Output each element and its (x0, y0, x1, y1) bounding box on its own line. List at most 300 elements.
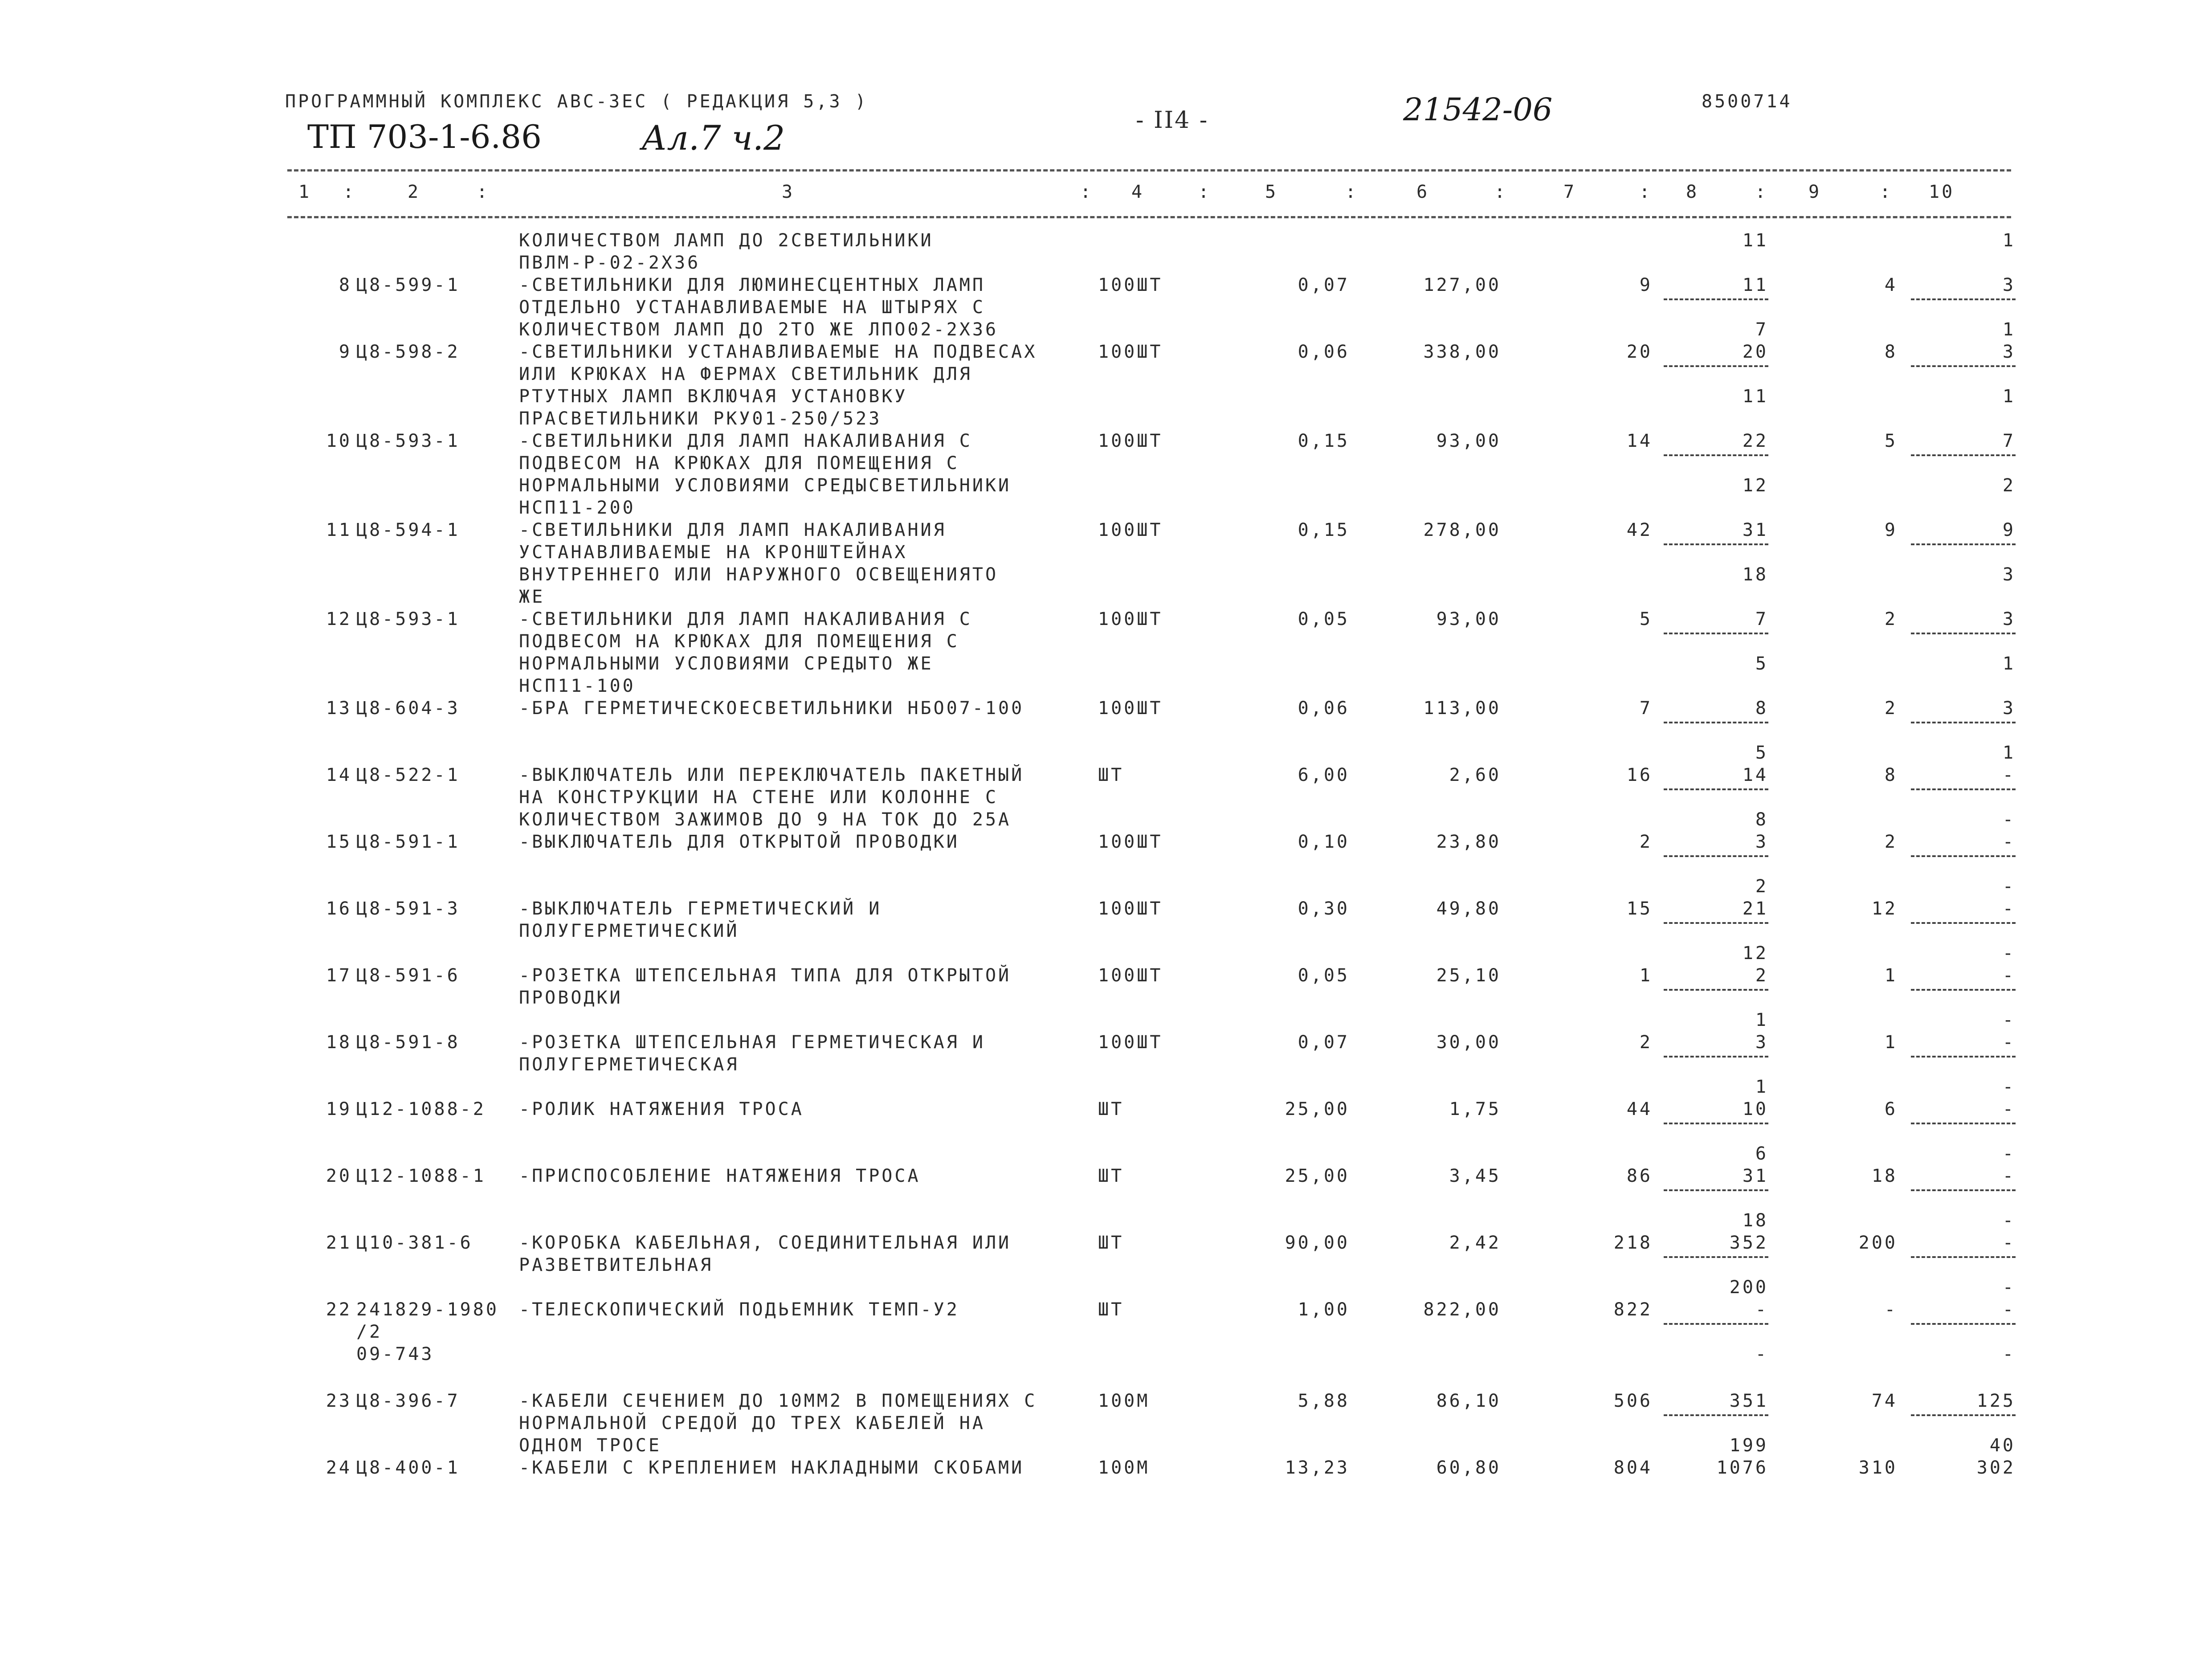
row-description (519, 1165, 921, 1187)
row-quantity: 0,15 (1298, 431, 1350, 451)
row-unit-price: 93,00 (1436, 431, 1501, 451)
row-col8: 8 (1755, 698, 1768, 719)
row-col10-secondary: - (2002, 943, 2016, 964)
description-line: -БРА ГЕРМЕТИЧЕСКОЕСВЕТИЛЬНИКИ НБО07-100 (519, 698, 1024, 719)
row-number: 23 (326, 1391, 352, 1411)
row-col8-secondary: 7 (1755, 319, 1768, 340)
col10-divider (1911, 922, 2016, 924)
row-col9: 6 (1884, 1099, 1898, 1119)
description-line: ОТДЕЛЬНО УСТАНАВЛИВАЕМЫЕ НА ШТЫРЯХ С (519, 297, 985, 318)
row-number: 18 (326, 1032, 352, 1053)
row-unit: 100ШТ (1098, 342, 1163, 362)
row-col10-secondary: - (2002, 809, 2016, 830)
row-col8: 31 (1742, 1166, 1768, 1186)
row-col8-secondary: 11 (1742, 386, 1768, 407)
row-description (519, 608, 972, 697)
col-separator: : (343, 182, 356, 202)
row-col8: 31 (1742, 520, 1768, 540)
row-col9: 5 (1884, 431, 1898, 451)
row-total: 822 (1613, 1299, 1653, 1320)
col8-divider (1664, 454, 1768, 456)
row-col8: 2 (1755, 965, 1768, 986)
row-number: 21 (326, 1233, 352, 1253)
row-description (519, 341, 1037, 430)
col8-divider (1664, 722, 1768, 723)
row-number: 15 (326, 832, 352, 852)
col10-divider (1911, 543, 2016, 545)
row-unit: ШТ (1098, 1099, 1124, 1119)
row-unit: ШТ (1098, 1299, 1124, 1320)
row-code: Ц8-591-3 (356, 898, 460, 919)
document-number: 21542-06 (1403, 91, 1553, 128)
row-code: Ц8-604-3 (356, 698, 460, 719)
row-col10: - (2002, 1299, 2016, 1320)
row-col9: 74 (1871, 1391, 1898, 1411)
row-col9: 4 (1884, 275, 1898, 295)
row-code: Ц8-522-1 (356, 765, 460, 785)
document-code: 8500714 (1702, 91, 1792, 112)
row-col10-secondary: - (2002, 1277, 2016, 1298)
row-col10-secondary: 1 (2002, 386, 2016, 407)
col-separator: : (1755, 182, 1768, 202)
col-separator: : (477, 182, 490, 202)
row-description (519, 1299, 959, 1321)
description-line: -ВЫКЛЮЧАТЕЛЬ ГЕРМЕТИЧЕСКИЙ И (519, 898, 882, 919)
col-number-6: 6 (1416, 182, 1430, 202)
row-quantity: 13,23 (1285, 1458, 1350, 1478)
row-code: Ц8-396-7 (356, 1391, 460, 1411)
col8-divider (1664, 1323, 1768, 1325)
description-line: ПРАСВЕТИЛЬНИКИ РКУ01-250/523 (519, 408, 882, 429)
col10-divider (1911, 722, 2016, 723)
row-description (519, 764, 1024, 831)
row-col10: - (2002, 1099, 2016, 1119)
description-line: -РОЗЕТКА ШТЕПСЕЛЬНАЯ ТИПА ДЛЯ ОТКРЫТОЙ (519, 965, 1012, 986)
col10-divider (1911, 1256, 2016, 1258)
row-code-continuation: 09-743 (356, 1344, 434, 1364)
description-line: КОЛИЧЕСТВОМ ЛАМП ДО 2СВЕТИЛЬНИКИ (519, 230, 934, 251)
col8-divider (1664, 1189, 1768, 1191)
row-unit-price: 127,00 (1423, 275, 1501, 295)
row-col8-secondary: 18 (1742, 1210, 1768, 1231)
row-unit: 100ШТ (1098, 832, 1163, 852)
row-col8: 352 (1729, 1233, 1768, 1253)
row-unit: 100ШТ (1098, 965, 1163, 986)
row-number: 22 (326, 1299, 352, 1320)
row-col10: 7 (2002, 431, 2016, 451)
col8-divider (1664, 1123, 1768, 1124)
row-col8: 20 (1742, 342, 1768, 362)
row-number: 13 (326, 698, 352, 719)
row-quantity: 0,05 (1298, 965, 1350, 986)
description-line: -РОЗЕТКА ШТЕПСЕЛЬНАЯ ГЕРМЕТИЧЕСКАЯ И (519, 1032, 985, 1053)
description-line: ЖЕ (519, 587, 545, 607)
row-description (519, 274, 998, 341)
row-col10: 3 (2002, 342, 2016, 362)
row-unit-price: 338,00 (1423, 342, 1501, 362)
row-col8-secondary: 6 (1755, 1143, 1768, 1164)
row-description (519, 430, 1011, 519)
description-line: ПОДВЕСОМ НА КРЮКАХ ДЛЯ ПОМЕЩЕНИЯ С (519, 453, 959, 474)
row-col10: - (2002, 1032, 2016, 1053)
row-number: 24 (326, 1458, 352, 1478)
row-col8: 351 (1729, 1391, 1768, 1411)
row-total: 16 (1626, 765, 1653, 785)
description-line: НСП11-200 (519, 498, 636, 518)
description-line: ПРОВОДКИ (519, 988, 623, 1008)
row-total (1586, 229, 1653, 252)
row-col10-secondary: 1 (2002, 653, 2016, 674)
col-number-9: 9 (1808, 182, 1822, 202)
col10-divider (1911, 365, 2016, 367)
col-number-1: 1 (298, 182, 312, 202)
row-total: 2 (1639, 832, 1653, 852)
description-line: ИЛИ КРЮКАХ НА ФЕРМАХ СВЕТИЛЬНИК ДЛЯ (519, 364, 972, 384)
description-line: -КАБЕЛИ СЕЧЕНИЕМ ДО 10ММ2 В ПОМЕЩЕНИЯХ С (519, 1391, 1037, 1411)
row-col10: 3 (2002, 275, 2016, 295)
row-col9: 1 (1884, 965, 1898, 986)
description-line: НОРМАЛЬНЫМИ УСЛОВИЯМИ СРЕДЫТО ЖЕ (519, 653, 934, 674)
row-quantity: 0,06 (1298, 698, 1350, 719)
row-total: 14 (1626, 431, 1653, 451)
row-col8-secondary: 8 (1755, 809, 1768, 830)
row-total: 506 (1613, 1391, 1653, 1411)
row-quantity: 25,00 (1285, 1166, 1350, 1186)
row-unit: 100М (1098, 1458, 1150, 1478)
row-number: 10 (326, 431, 352, 451)
row-col9: 18 (1871, 1166, 1898, 1186)
row-col10-secondary: 3 (2002, 564, 2016, 585)
description-line: ПОЛУГЕРМЕТИЧЕСКАЯ (519, 1054, 739, 1075)
row-description (519, 519, 998, 608)
row-number: 14 (326, 765, 352, 785)
row-unit-price: 3,45 (1449, 1166, 1501, 1186)
row-col8-secondary: 18 (1742, 564, 1768, 585)
row-number: 12 (326, 609, 352, 629)
row-col9: 2 (1884, 832, 1898, 852)
row-unit: 100ШТ (1098, 275, 1163, 295)
row-col8: - (1755, 1299, 1768, 1320)
description-line: ПОДВЕСОМ НА КРЮКАХ ДЛЯ ПОМЕЩЕНИЯ С (519, 631, 959, 652)
row-total: 44 (1626, 1099, 1653, 1119)
row-col8-secondary: 1 (1755, 1077, 1768, 1097)
row-description (519, 229, 934, 274)
row-total: 218 (1613, 1233, 1653, 1253)
row-col8-secondary: 5 (1755, 653, 1768, 674)
row-col10-secondary: - (2002, 1143, 2016, 1164)
description-line: -ТЕЛЕСКОПИЧЕСКИЙ ПОДЬЕМНИК ТЕМП-У2 (519, 1299, 959, 1320)
row-col8: 21 (1742, 898, 1768, 919)
col8-divider (1664, 365, 1768, 367)
col10-divider (1911, 454, 2016, 456)
row-unit: 100ШТ (1098, 898, 1163, 919)
row-col9: 9 (1884, 520, 1898, 540)
description-line: -ПРИСПОСОБЛЕНИЕ НАТЯЖЕНИЯ ТРОСА (519, 1166, 921, 1186)
row-quantity (1238, 229, 1350, 252)
row-col8: 7 (1755, 609, 1768, 629)
row-description (519, 1232, 1011, 1276)
col8-divider (1664, 1056, 1768, 1058)
description-line: ОДНОМ ТРОСЕ (519, 1435, 661, 1456)
row-col8-secondary: 5 (1755, 743, 1768, 763)
col10-divider (1911, 788, 2016, 790)
row-unit-price: 113,00 (1423, 698, 1501, 719)
row-code: Ц8-593-1 (356, 609, 460, 629)
row-total: 1 (1639, 965, 1653, 986)
description-line: -СВЕТИЛЬНИКИ УСТАНАВЛИВАЕМЫЕ НА ПОДВЕСАХ (519, 342, 1037, 362)
row-total: 5 (1639, 609, 1653, 629)
row-unit-price: 2,42 (1449, 1233, 1501, 1253)
col10-divider (1911, 1189, 2016, 1191)
row-col9: - (1884, 1299, 1898, 1320)
row-unit-price: 30,00 (1436, 1032, 1501, 1053)
row-col8: 22 (1742, 431, 1768, 451)
col8-divider (1664, 1256, 1768, 1258)
description-line: -СВЕТИЛЬНИКИ ДЛЯ ЛАМП НАКАЛИВАНИЯ С (519, 609, 972, 629)
row-quantity: 0,07 (1298, 275, 1350, 295)
description-line: КОЛИЧЕСТВОМ ЗАЖИМОВ ДО 9 НА ТОК ДО 25А (519, 809, 1012, 830)
col10-divider (1911, 1414, 2016, 1416)
description-line: КОЛИЧЕСТВОМ ЛАМП ДО 2ТО ЖЕ ЛПО02-2Х36 (519, 319, 999, 340)
col-number-3: 3 (782, 182, 795, 202)
row-total: 86 (1626, 1166, 1653, 1186)
description-line: УСТАНАВЛИВАЕМЫЕ НА КРОНШТЕЙНАХ (519, 542, 908, 563)
description-line: ПВЛМ-Р-02-2Х36 (519, 253, 701, 273)
row-code-continuation: /2 (356, 1322, 383, 1342)
row-code: Ц8-591-1 (356, 832, 460, 852)
row-unit: 100ШТ (1098, 520, 1163, 540)
row-unit-price: 49,80 (1436, 898, 1501, 919)
row-description (519, 1390, 1037, 1457)
description-line: -РОЛИК НАТЯЖЕНИЯ ТРОСА (519, 1099, 804, 1119)
row-unit: 100ШТ (1098, 609, 1163, 629)
row-col8-secondary: 12 (1742, 475, 1768, 496)
row-code: Ц8-598-2 (356, 342, 460, 362)
row-col9 (1817, 229, 1898, 252)
row-unit: 100ШТ (1098, 698, 1163, 719)
row-col10-secondary: - (2002, 876, 2016, 897)
col-separator: : (1080, 182, 1094, 202)
col-number-7: 7 (1563, 182, 1577, 202)
row-col8-secondary: 1 (1755, 1010, 1768, 1030)
row-col8: 3 (1755, 832, 1768, 852)
row-unit: 100ШТ (1098, 1032, 1163, 1053)
row-col9: 2 (1884, 698, 1898, 719)
row-unit: 100ШТ (1098, 431, 1163, 451)
project-number: ТП 703-1-6.86 (307, 118, 542, 155)
col10-divider (1911, 1056, 2016, 1058)
row-description (519, 1098, 804, 1120)
col8-divider (1664, 633, 1768, 634)
row-code: Ц8-591-6 (356, 965, 460, 986)
row-total: 9 (1639, 275, 1653, 295)
row-col10: 302 (1976, 1458, 2016, 1478)
description-line: НОРМАЛЬНОЙ СРЕДОЙ ДО ТРЕХ КАБЕЛЕЙ НА (519, 1413, 985, 1433)
row-col10: - (2002, 1166, 2016, 1186)
row-description (519, 964, 1011, 1009)
row-col10: - (2002, 832, 2016, 852)
row-quantity: 0,05 (1298, 609, 1350, 629)
col8-divider (1664, 989, 1768, 991)
col-separator: : (1345, 182, 1359, 202)
row-unit-price: 2,60 (1449, 765, 1501, 785)
row-number: 16 (326, 898, 352, 919)
row-quantity: 0,10 (1298, 832, 1350, 852)
row-col9: 1 (1884, 1032, 1898, 1053)
col-number-2: 2 (408, 182, 421, 202)
col-number-10: 10 (1929, 182, 1955, 202)
row-unit-price: 278,00 (1423, 520, 1501, 540)
row-col10-secondary: 1 (2002, 319, 2016, 340)
row-col10-secondary: - (2002, 1210, 2016, 1231)
row-quantity: 0,15 (1298, 520, 1350, 540)
row-number (312, 229, 352, 252)
col-separator: : (1198, 182, 1212, 202)
row-col10-secondary: 2 (2002, 475, 2016, 496)
row-unit: 100М (1098, 1391, 1150, 1411)
description-line: НОРМАЛЬНЫМИ УСЛОВИЯМИ СРЕДЫСВЕТИЛЬНИКИ (519, 475, 1012, 496)
row-unit-price: 822,00 (1423, 1299, 1501, 1320)
row-col9: 8 (1884, 765, 1898, 785)
row-unit: ШТ (1098, 765, 1124, 785)
description-line: -СВЕТИЛЬНИКИ ДЛЯ ЛЮМИНЕСЦЕНТНЫХ ЛАМП (519, 275, 985, 295)
description-line: НА КОНСТРУКЦИИ НА СТЕНЕ ИЛИ КОЛОННЕ С (519, 787, 999, 808)
row-number: 19 (326, 1099, 352, 1119)
row-unit-price: 86,10 (1436, 1391, 1501, 1411)
row-col8: 14 (1742, 765, 1768, 785)
row-unit-price: 1,75 (1449, 1099, 1501, 1119)
description-line: НСП11-100 (519, 676, 636, 696)
row-col10: 125 (1976, 1391, 2016, 1411)
row-description (519, 1031, 985, 1076)
row-col10-secondary: 1 (2002, 743, 2016, 763)
col8-divider (1664, 788, 1768, 790)
description-line: РТУТНЫХ ЛАМП ВКЛЮЧАЯ УСТАНОВКУ (519, 386, 908, 407)
row-col10: 9 (2002, 520, 2016, 540)
row-quantity: 0,06 (1298, 342, 1350, 362)
col8-divider (1664, 922, 1768, 924)
row-col10: 3 (2002, 698, 2016, 719)
row-col10: 3 (2002, 609, 2016, 629)
row-number: 11 (326, 520, 352, 540)
row-col8-secondary: 12 (1742, 943, 1768, 964)
row-code: Ц12-1088-2 (356, 1099, 486, 1119)
row-code: Ц12-1088-1 (356, 1166, 486, 1186)
row-col9: 8 (1884, 342, 1898, 362)
col10-divider (1911, 1323, 2016, 1325)
description-line: ВНУТРЕННЕГО ИЛИ НАРУЖНОГО ОСВЕЩЕНИЯТО (519, 564, 999, 585)
row-quantity: 1,00 (1298, 1299, 1350, 1320)
row-code: Ц8-599-1 (356, 275, 460, 295)
description-line: -ВЫКЛЮЧАТЕЛЬ ИЛИ ПЕРЕКЛЮЧАТЕЛЬ ПАКЕТНЫЙ (519, 765, 1024, 785)
row-col10-secondary: 40 (1989, 1435, 2016, 1456)
row-col8: 10 (1742, 1099, 1768, 1119)
col-separator: : (1880, 182, 1893, 202)
row-total: 20 (1626, 342, 1653, 362)
row-total: 7 (1639, 698, 1653, 719)
row-col10: - (2002, 898, 2016, 919)
program-title: ПРОГРАММНЫЙ КОМПЛЕКС АВС-3ЕС ( РЕДАКЦИЯ 5,3 ) (285, 91, 868, 112)
row-col9: 2 (1884, 609, 1898, 629)
row-col9: 200 (1858, 1233, 1898, 1253)
row-unit: ШТ (1098, 1233, 1124, 1253)
row-quantity: 5,88 (1298, 1391, 1350, 1411)
row-total: 804 (1613, 1458, 1653, 1478)
col-number-8: 8 (1686, 182, 1699, 202)
description-line: -КАБЕЛИ С КРЕПЛЕНИЕМ НАКЛАДНЫМИ СКОБАМИ (519, 1458, 1024, 1478)
col-number-4: 4 (1131, 182, 1145, 202)
row-col8: 11 (1742, 275, 1768, 295)
row-code: Ц8-593-1 (356, 431, 460, 451)
row-total: 42 (1626, 520, 1653, 540)
row-code: Ц10-381-6 (356, 1233, 473, 1253)
row-total: 15 (1626, 898, 1653, 919)
col10-divider (1911, 633, 2016, 634)
description-line: -КОРОБКА КАБЕЛЬНАЯ, СОЕДИНИТЕЛЬНАЯ ИЛИ (519, 1233, 1012, 1253)
col8-divider (1664, 298, 1768, 300)
row-col8-secondary: - (1755, 1344, 1768, 1364)
row-number: 9 (339, 342, 352, 362)
row-code: Ц8-400-1 (356, 1458, 460, 1478)
description-line: -СВЕТИЛЬНИКИ ДЛЯ ЛАМП НАКАЛИВАНИЯ С (519, 431, 972, 451)
row-col8-secondary: 199 (1729, 1435, 1768, 1456)
col10-divider (1911, 989, 2016, 991)
row-col10-secondary: - (2002, 1344, 2016, 1364)
row-code: 241829-1980 (356, 1299, 499, 1320)
description-line: -ВЫКЛЮЧАТЕЛЬ ДЛЯ ОТКРЫТОЙ ПРОВОДКИ (519, 832, 959, 852)
row-description (519, 831, 959, 853)
col-number-5: 5 (1265, 182, 1278, 202)
row-col8: 3 (1755, 1032, 1768, 1053)
col8-divider (1664, 543, 1768, 545)
row-unit-price: 60,80 (1436, 1458, 1501, 1478)
row-quantity: 0,30 (1298, 898, 1350, 919)
row-col10-secondary: - (2002, 1077, 2016, 1097)
col-separator: : (1494, 182, 1508, 202)
row-col9: 310 (1858, 1458, 1898, 1478)
row-quantity: 0,07 (1298, 1032, 1350, 1053)
row-col10: - (2002, 1233, 2016, 1253)
row-col10: - (2002, 765, 2016, 785)
row-col9: 12 (1871, 898, 1898, 919)
row-col10: 1 (2002, 230, 2016, 251)
row-number: 20 (326, 1166, 352, 1186)
row-unit-price (1385, 229, 1501, 252)
col10-divider (1911, 1123, 2016, 1124)
row-quantity: 25,00 (1285, 1099, 1350, 1119)
row-unit-price: 25,10 (1436, 965, 1501, 986)
col8-divider (1664, 1414, 1768, 1416)
row-total: 2 (1639, 1032, 1653, 1053)
row-col10: - (2002, 965, 2016, 986)
row-col8: 11 (1742, 230, 1768, 251)
row-number: 17 (326, 965, 352, 986)
row-description (519, 697, 1024, 719)
row-col8-secondary: 200 (1729, 1277, 1768, 1298)
album-number: Ал.7 ч.2 (641, 118, 785, 158)
description-line: РАЗВЕТВИТЕЛЬНАЯ (519, 1255, 714, 1275)
row-number: 8 (339, 275, 352, 295)
col10-divider (1911, 855, 2016, 857)
row-description (519, 898, 882, 942)
row-unit-price: 93,00 (1436, 609, 1501, 629)
description-line: -СВЕТИЛЬНИКИ ДЛЯ ЛАМП НАКАЛИВАНИЯ (519, 520, 947, 540)
description-line: ПОЛУГЕРМЕТИЧЕСКИЙ (519, 921, 739, 941)
row-col8: 1076 (1716, 1458, 1768, 1478)
row-code: Ц8-594-1 (356, 520, 460, 540)
row-code: Ц8-591-8 (356, 1032, 460, 1053)
row-col8-secondary: 2 (1755, 876, 1768, 897)
